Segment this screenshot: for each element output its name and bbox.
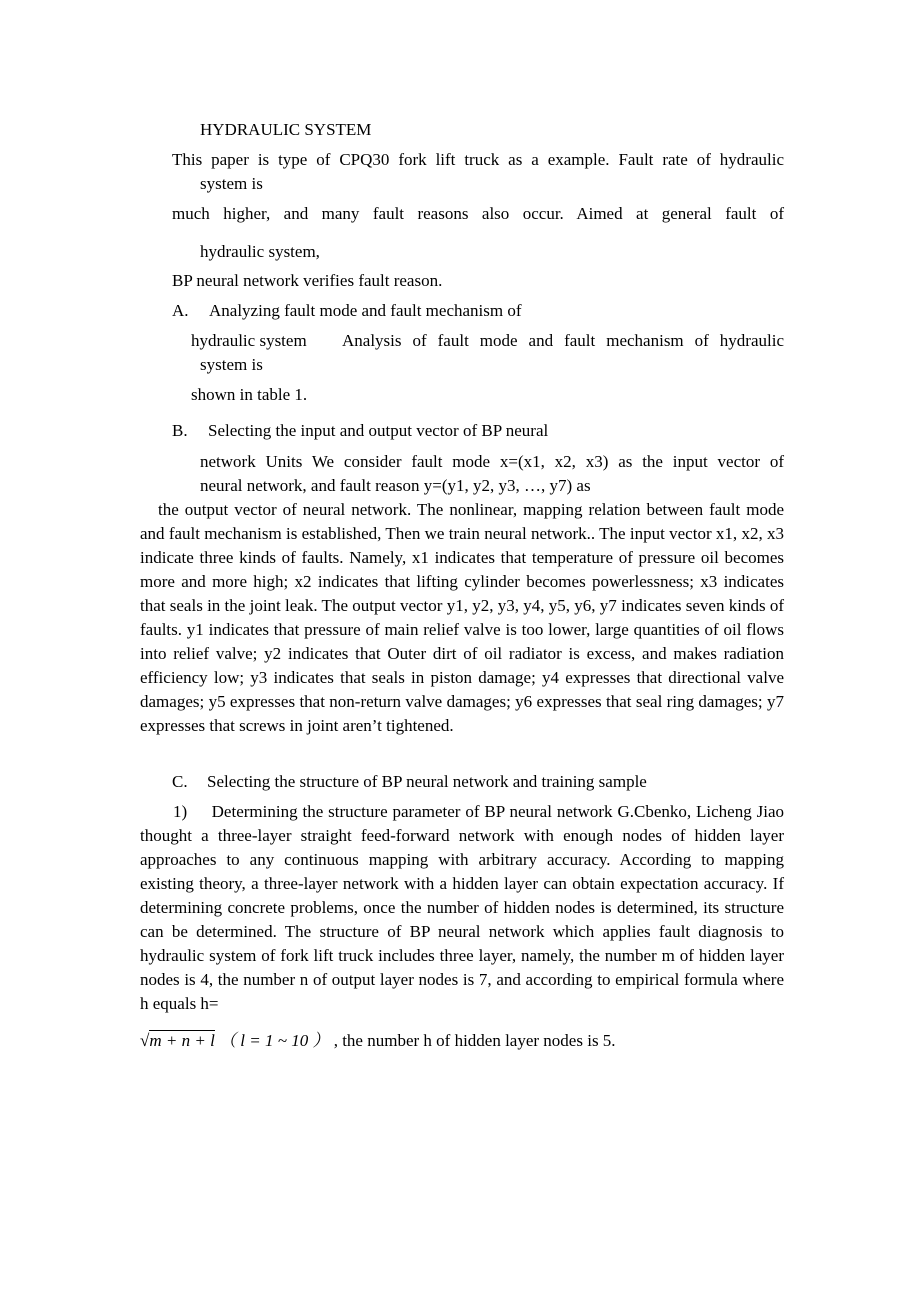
section-heading: HYDRAULIC SYSTEM [200, 120, 372, 139]
formula-tail: , the number h of hidden layer nodes is 5. [333, 1031, 616, 1050]
section-b-title: Selecting the input and output vector of BP neural [208, 421, 549, 440]
formula-radicand: m + n + l [149, 1031, 215, 1050]
section-b-paragraph [140, 498, 784, 738]
section-a-line-2: system is [200, 355, 263, 374]
subsection-1-text: Determining the structure parameter of BP neural network G.Cbenko, Licheng Jiao thought a three-layer straight feed-forward network with enough nodes of hidden layer approaches to any continuous mapping with arbitrary accuracy. According to mapping existing theory, a three-layer network with a hidden layer can obtain expectation accuracy. If determining concrete problems, once the number of hidden nodes is determined, its structure can be determined. The structure of BP neural network which applies fault diagnosis to hydraulic system of fork lift truck includes three layer, namely, the number m of hidden layer nodes is 4, the number n of output layer nodes is 7, and according to empirical formula where h equals h= [140, 802, 784, 1013]
intro-line-5: BP neural network verifies fault reason. [172, 271, 443, 290]
intro-line-4: hydraulic system, [200, 242, 320, 261]
section-a-line-3: shown in table 1. [191, 385, 308, 404]
section-b-line-2: neural network, and fault reason y=(y1, y2, y3, …, y7) as [200, 476, 591, 495]
formula-range: （ l = 1 ~ 10 ） [219, 1031, 330, 1050]
section-b-body: the output vector of neural network. The nonlinear, mapping relation between fault mode and fault mechanism is established, Then we train neural network.. The input vector x1, x2, x3 indicate three kinds of faults. Namely, x1 indicates that temperature of pressure oil becomes more and more high; x2 indicates that lifting cylinder becomes powerlessness; x3 indicates that seals in the joint leak. The output vector y1, y2, y3, y4, y5, y6, y7 indicates seven kinds of faults. y1 indicates that pressure of main relief valve is too lower, large quantities of oil flows into relief valve; y2 indicates that Outer dirt of oil radiator is excess, and makes radiation efficiency low; y3 indicates that seals in piston damage; y4 expresses that directional valve damages; y5 expresses that non-return valve damages; y6 expresses that seal ring damages; y7 expresses that screws in joint aren’t tightened. [140, 500, 784, 735]
intro-line-1: This paper is type of CPQ30 fork lift truck as a example. Fault rate of hydraulic [172, 150, 784, 169]
section-b-label: B. [172, 421, 188, 440]
subsection-1-label: 1) [173, 802, 188, 821]
section-a-line-1b: Analysis of fault mode and fault mechanism of hydraulic [342, 331, 784, 350]
section-a-title: Analyzing fault mode and fault mechanism of [209, 301, 522, 320]
section-a-label: A. [172, 301, 189, 320]
section-c-label: C. [172, 772, 188, 791]
section-a-line-1a: hydraulic system [191, 331, 307, 350]
intro-line-2: system is [200, 174, 263, 193]
intro-line-3: much higher, and many fault reasons also occur. Aimed at general fault of [172, 204, 784, 223]
formula-line [140, 1029, 616, 1053]
section-b-line-1: network Units We consider fault mode x=(x1, x2, x3) as the input vector of [200, 452, 784, 471]
subsection-1-paragraph [140, 800, 784, 1016]
sqrt-symbol: √ [140, 1031, 150, 1050]
section-c-title: Selecting the structure of BP neural network and training sample [207, 772, 647, 791]
